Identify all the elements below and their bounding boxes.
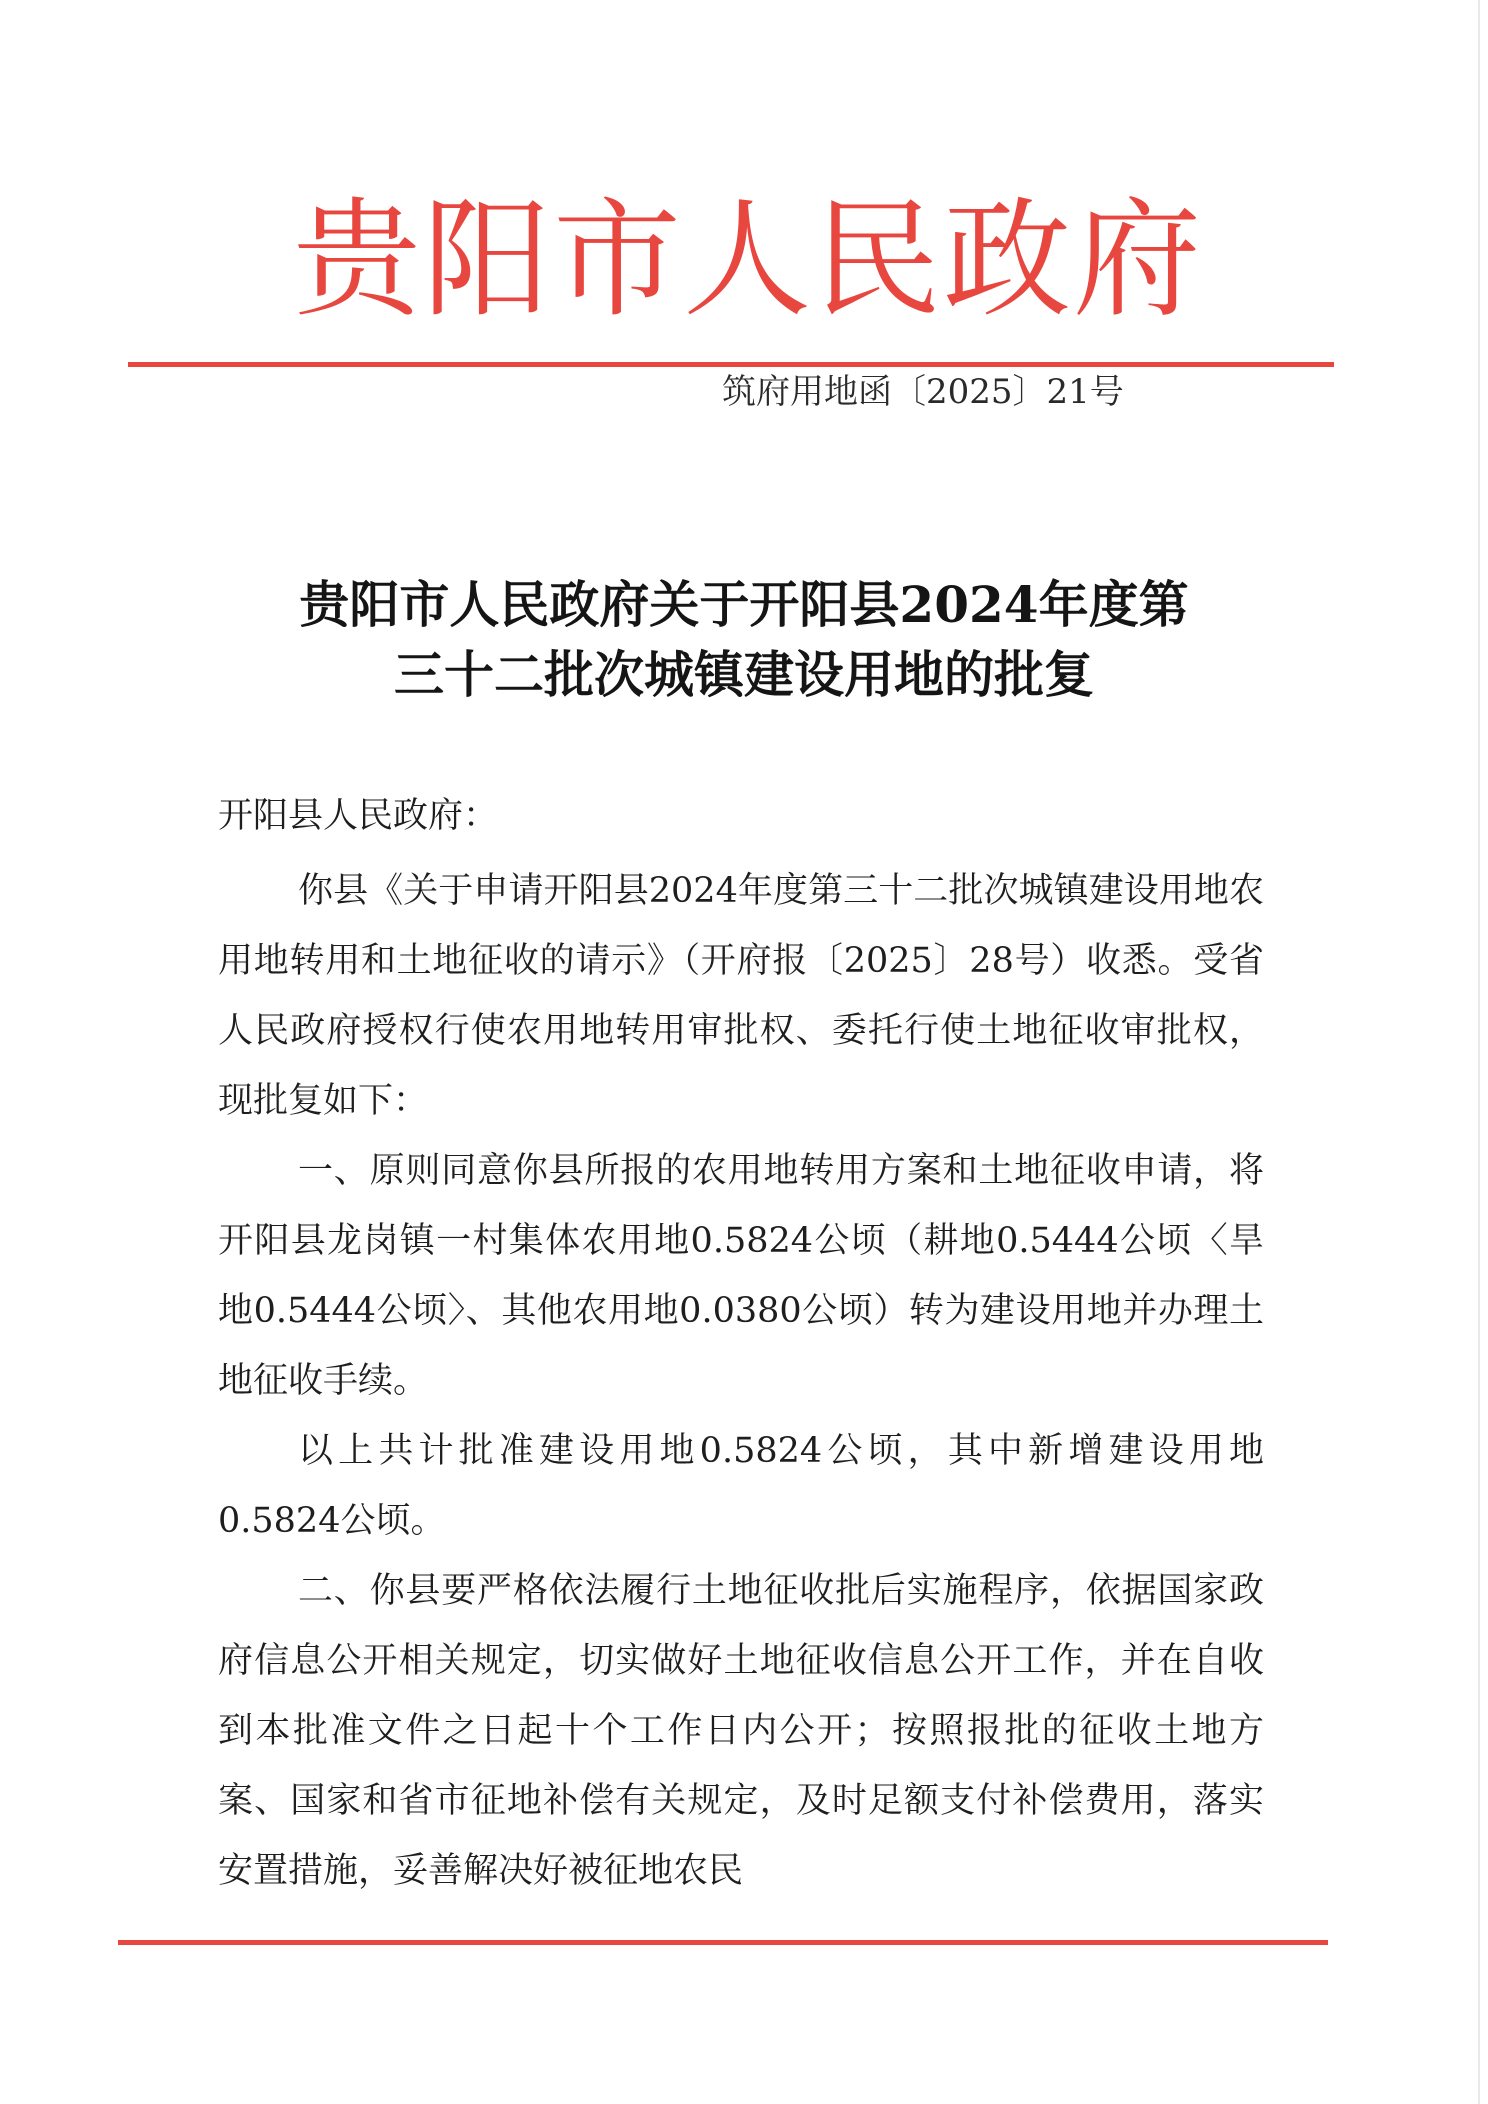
document-body	[218, 856, 1264, 1906]
body-paragraph: 一、原则同意你县所报的农用地转用方案和土地征收申请，将开阳县龙岗镇一村集体农用地0.5824公顷（耕地0.5444公顷〈旱地0.5444公顷〉、其他农用地0.0380公顷）转为建设用地并办理土地征收手续。	[218, 1151, 1264, 1401]
document-number: 筑府用地函〔2025〕21号	[722, 372, 1124, 412]
document-heading-line-2: 三十二批次城镇建设用地的批复	[394, 645, 1094, 704]
body-paragraph: 你县《关于申请开阳县2024年度第三十二批次城镇建设用地农用地转用和土地征收的请示》（开府报〔2025〕28号）收悉。受省人民政府授权行使农用地转用审批权、委托行使土地征收审批权，现批复如下：	[218, 871, 1264, 1121]
body-paragraph: 以上共计批准建设用地0.5824公顷，其中新增建设用地0.5824公顷。	[218, 1431, 1264, 1541]
red-header-rule	[128, 362, 1334, 367]
red-footer-rule	[118, 1940, 1328, 1945]
document-heading-line-1: 贵阳市人民政府关于开阳县2024年度第	[299, 575, 1189, 634]
issuing-authority-title: 贵阳市人民政府	[292, 186, 1203, 335]
body-paragraph: 二、你县要严格依法履行土地征收批后实施程序，依据国家政府信息公开相关规定，切实做好土地征收信息公开工作，并在自收到本批准文件之日起十个工作日内公开；按照报批的征收土地方案、国家和省市征地补偿有关规定，及时足额支付补偿费用，落实安置措施，妥善解决好被征地农民	[218, 1571, 1264, 1891]
document-heading	[190, 570, 1298, 710]
scan-edge-line	[1478, 0, 1480, 2104]
salutation: 开阳县人民政府：	[218, 796, 499, 836]
